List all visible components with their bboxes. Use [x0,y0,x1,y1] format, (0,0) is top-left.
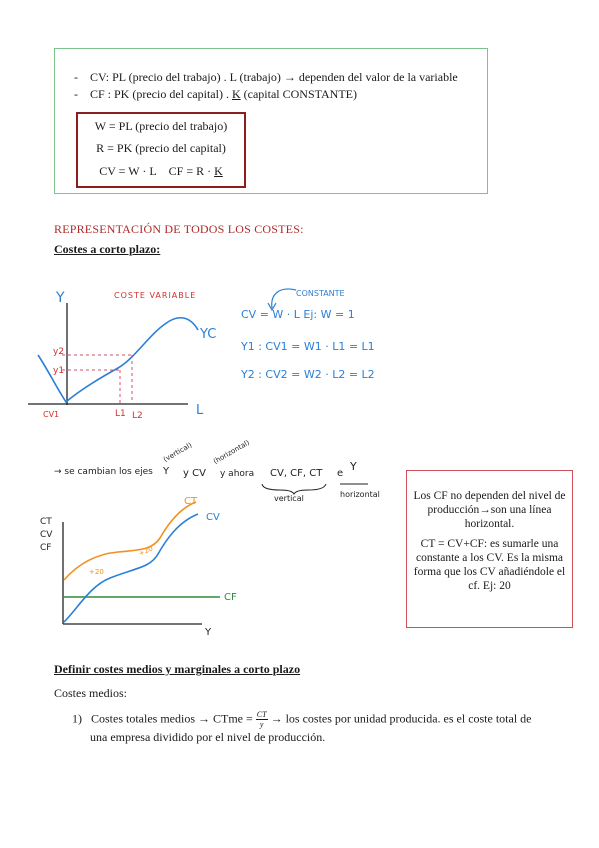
graph2-y-label-cv: CV [40,530,53,540]
item-1-number: 1) [72,711,82,726]
cv-curve [64,514,198,622]
y1-label: y1 [53,366,65,376]
plus20-label-right: +20 [137,544,155,558]
axes-note-y-end: Y [350,460,357,473]
ct-curve-label: CT [184,496,198,507]
axes-note-prefix: → se cambian los ejes [54,467,153,477]
axes-note-middle: y ahora [220,469,255,479]
axes-swap-note [0,428,400,503]
item-1-line-1: 1) Costes totales medios → CTme = $\frac{CT}{y}$ → los costes por unidad producida. es el coste total de [72,710,532,729]
subheading-average-marginal: Definir costes medios y marginales a corto plazo [54,662,301,676]
l2-label: L2 [132,411,143,421]
graph1-y-axis-label: Y [56,290,65,306]
graph2-y-label-ct: CT [40,517,52,527]
cv-curve-label: CV [206,512,220,523]
formula-cv-cf: CV = W · L CF = R · K [99,164,223,178]
constante-label: CONSTANTE [296,289,345,298]
axes-note-e: e [337,468,344,479]
formula-r: R = PK (precio del capital) [96,141,226,155]
variable-cost-graph [0,270,599,430]
arrow-icon: → [283,70,296,84]
equation-y1: Y1 : CV1 = W1 · L1 = L1 [241,340,375,353]
note-paragraph-1: Los CF no dependen del nivel de producción→son una línea horizontal. [413,490,566,530]
total-cost-graph [0,490,400,640]
formula-w: W = PL (precio del trabajo) [94,119,228,133]
axes-note-cv-sup: (horizontal) [212,438,251,466]
graph1-x-axis-label: L [196,403,204,418]
ct-curve [64,502,196,580]
cv1-label: CV1 [43,410,60,419]
graph2-y-label-cf: CF [40,543,52,553]
axes-note-cv: y CV [183,468,206,479]
fixed-cost-note [406,470,573,628]
plus20-label-left: +20 [89,568,104,576]
equation-cv: CV = W · L Ej: W = 1 [241,308,355,321]
ctme-fraction: $\frac{CT}{y}$ [256,710,267,729]
section-heading: REPRESENTACIÓN DE TODOS LOS COSTES: [54,222,304,236]
equation-y2: Y2 : CV2 = W2 · L2 = L2 [241,368,375,381]
axes-note-vertical: vertical [274,494,304,503]
subheading-short-run: Costes a corto plazo: [54,242,161,256]
y2-label: y2 [53,347,65,357]
variable-cost-curve [38,318,198,402]
bullet-cf: - CF : PK (precio del capital) . K (capital CONSTANTE) [74,87,357,101]
graph1-title: COSTE VARIABLE [114,291,197,300]
l1-label: L1 [115,409,126,419]
graph1-curve-label: YC [200,327,217,342]
note-paragraph-2: CT = CV+CF: es sumarle una constante a los CV. Es la misma forma que los CV añadiéndole el cf. Ej: 20 [413,538,566,592]
graph2-x-axis-label: Y [205,627,212,638]
axes-note-pair: CV, CF, CT [270,468,323,479]
cf-line-label: CF [224,592,237,603]
axes-note-horizontal: horizontal [340,490,380,499]
axes-note-y-sup: (vertical) [162,441,194,464]
formula-box [76,112,246,188]
item-1-line-2: una empresa dividido por el nivel de producción. [90,730,326,744]
costes-medios-label: Costes medios: [54,686,128,700]
axes-note-y: Y [163,466,170,477]
bullet-cv: - CV: PL (precio del trabajo) . L (trabajo) → dependen del valor de la variable [74,70,458,84]
